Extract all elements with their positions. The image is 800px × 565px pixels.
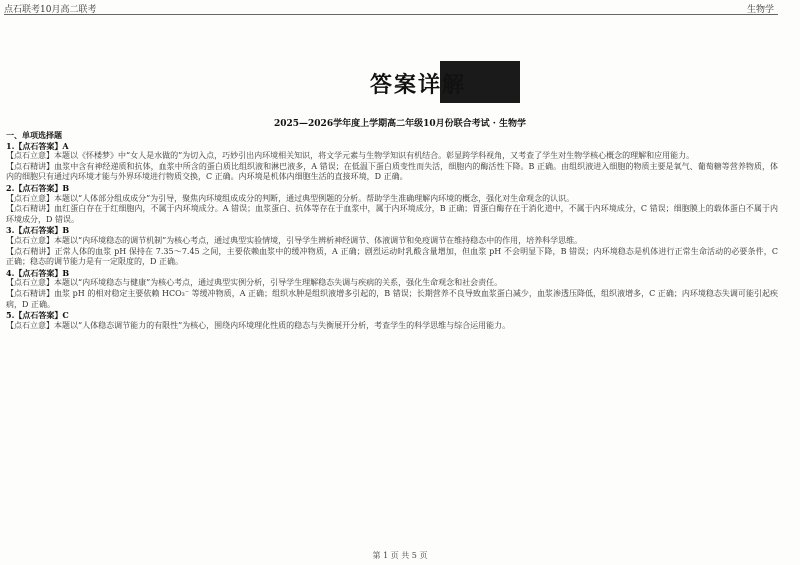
question-paragraph: 【点石精讲】血红蛋白存在于红细胞内，不属于内环境成分。A 错误；血浆蛋白、抗体等存在于血浆中，属于内环境成分，B 正确；胃蛋白酶存在于消化道中，不属于内环境成分，C 错误；细胞膜上的载体蛋白不属于内环境成分，D 错误。 (6, 204, 778, 224)
banner-title: 答案详解 (369, 71, 466, 98)
answer-label: 1.【点石答案】A (6, 140, 69, 151)
question-paragraph: 【点石精讲】血浆中含有神经递质和抗体，血浆中所含的蛋白质比组织液和淋巴液多，A 错误；在低温下蛋白质变性而失活，细胞内的酶活性下降。B 正确。由组织液进入细胞的物质主要是氧气、葡萄糖等营养物质，体内的细胞只有通过内环境才能与外界环境进行物质交换，C 正确。内环境是机体内细胞生活的直接环境，D 正确。 (6, 161, 778, 182)
answer-label: 3.【点石答案】B (6, 225, 70, 236)
question-paragraph: 【点石立意】本题以“人体稳态调节能力的有限性”为核心，围绕内环境理化性质的稳态与失衡展开分析，考查学生的科学思维与综合运用能力。 (6, 320, 511, 330)
question-3 (6, 225, 778, 267)
question-paragraph: 【点石立意】本题以“内环境稳态的调节机制”为核心考点，通过典型实验情境，引导学生辨析神经调节、体液调节和免疫调节在维持稳态中的作用，培养科学思维。 (6, 235, 583, 245)
answer-label: 5.【点石答案】C (6, 310, 69, 321)
question-paragraph: 【点石精讲】血浆 pH 的相对稳定主要依赖 HCO₃⁻ 等缓冲物质，A 正确；组织水肿是组织液增多引起的，B 错误；长期营养不良导致血浆蛋白减少，血浆渗透压降低，组织液增多，C 正确；内环境稳态失调可能引起疾病，D 正确。 (6, 288, 778, 309)
header-right: 生物学 (746, 5, 774, 15)
answer-body (6, 130, 778, 331)
question-5 (6, 310, 778, 331)
header-rule (4, 14, 778, 15)
question-paragraph: 【点石精讲】正常人体的血浆 pH 保持在 7.35～7.45 之间，主要依赖血浆中的缓冲物质，A 正确；剧烈运动时乳酸含量增加，但血浆 pH 不会明显下降，B 错误；内环境稳态是机体进行正常生命活动的必要条件，C 正确；稳态的调节能力是有一定限度的，D 正确。 (6, 246, 778, 267)
answer-label: 4.【点石答案】B (6, 267, 70, 278)
answer-label: 2.【点石答案】B (6, 182, 70, 193)
question-1 (6, 141, 778, 183)
header-left: 点石联考10月高二联考 (4, 5, 97, 15)
question-paragraph: 【点石立意】本题以“人体部分组成成分”为引导，聚焦内环境组成成分的判断，通过典型例题的分析。帮助学生准确理解内环境的概念，强化对生命观念的认识。 (6, 193, 575, 203)
question-paragraph: 【点石立意】本题以“内环境稳态与健康”为核心考点，通过典型实例分析，引导学生理解稳态失调与疾病的关系，强化生命观念和社会责任。 (6, 278, 503, 288)
exam-title: 2025—2026学年度上学期高二年级10月份联合考试 · 生物学 (273, 119, 527, 129)
section-heading: 一、单项选择题 (6, 130, 62, 140)
page-footer: 第 1 页 共 5 页 (372, 551, 428, 560)
question-2 (6, 183, 778, 225)
question-4 (6, 268, 778, 310)
question-paragraph: 【点石立意】本题以《怀楼梦》中“女人是水做的”为切入点，巧妙引出内环境相关知识，将文学元素与生物学知识有机结合。彰显跨学科视角，又考查了学生对生物学核心概念的理解和应用能力。 (6, 151, 695, 161)
